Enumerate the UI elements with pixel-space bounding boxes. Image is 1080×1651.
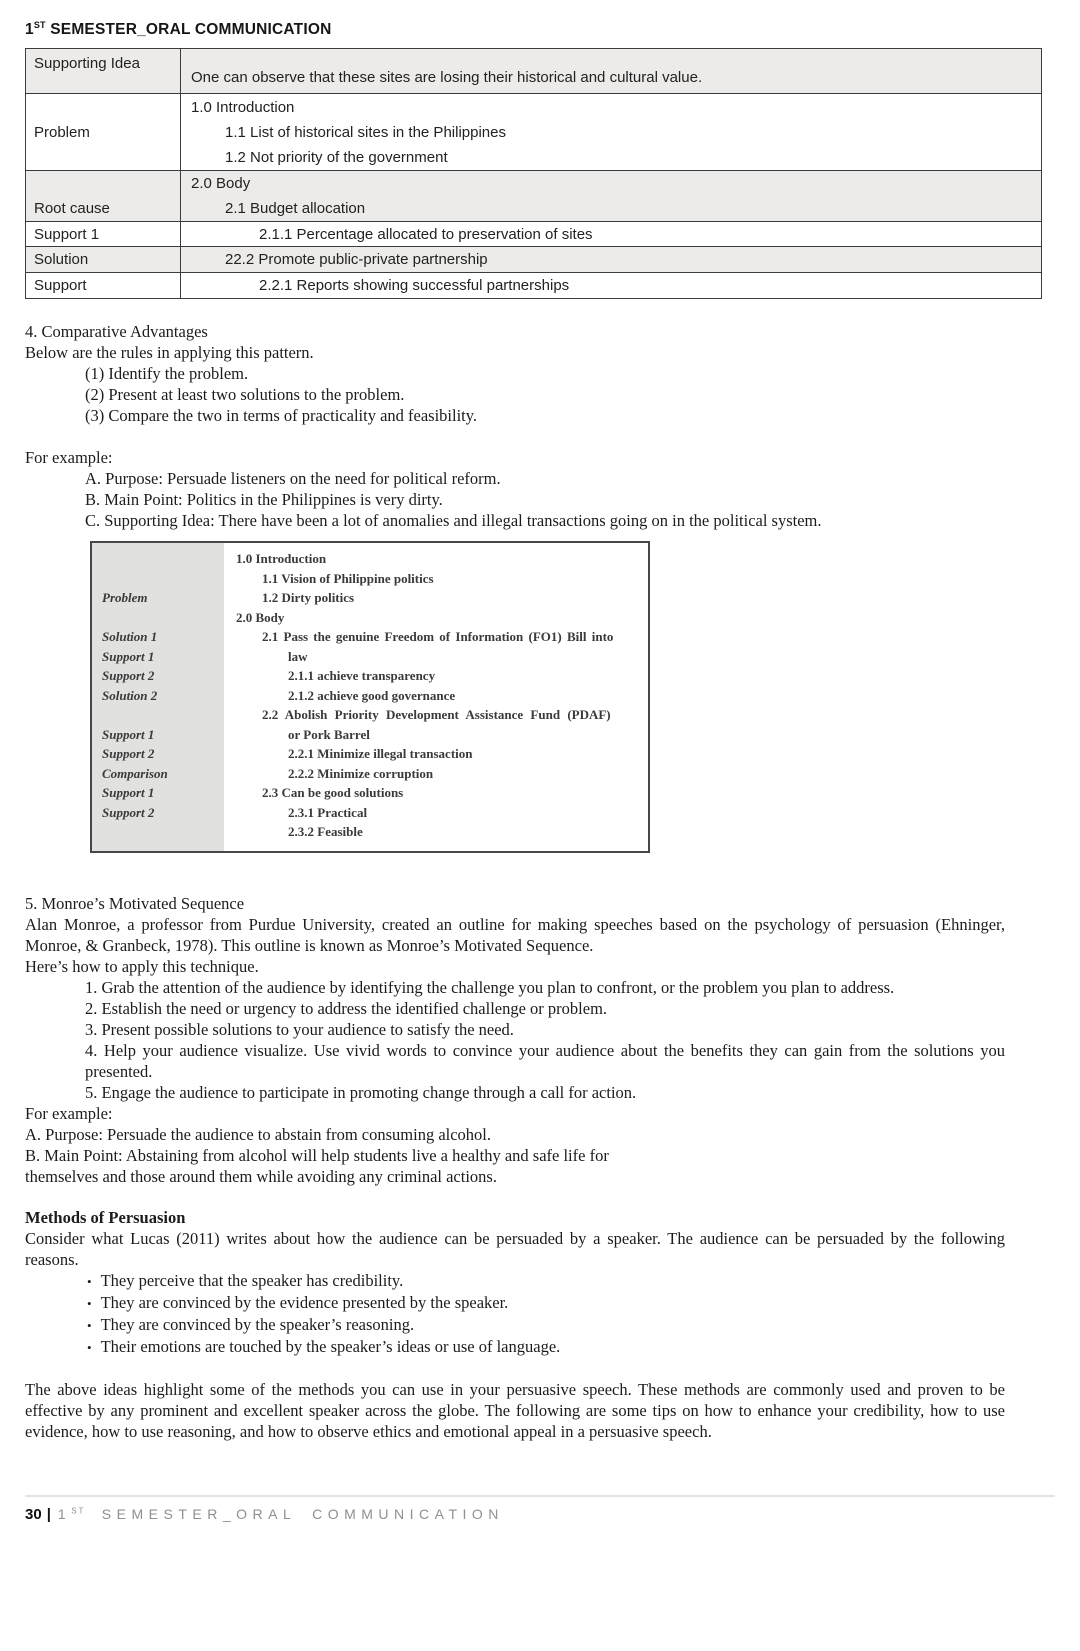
figure-row-label: Support 1 — [92, 783, 224, 803]
page-header-title — [25, 20, 1042, 39]
table-row — [26, 49, 1041, 93]
figure-row — [92, 764, 648, 784]
figure-row-label: Solution 1 — [92, 627, 224, 647]
figure-outline-line: 2.2.2 Minimize corruption — [288, 765, 434, 781]
rule-item: (2) Present at least two solutions to the problem. — [85, 385, 405, 405]
figure-row-label — [92, 822, 224, 851]
section-methods-of-persuasion — [25, 1207, 1005, 1442]
list-step: 3. Present possible solutions to your audience to satisfy the need. — [85, 1019, 514, 1039]
footer-title — [58, 1506, 504, 1522]
bullet-item — [87, 1336, 1005, 1358]
paragraph: Here’s how to apply this technique. — [25, 956, 259, 976]
row-label: Solution — [26, 247, 181, 272]
table-row — [26, 246, 1041, 272]
example-line: themselves and those around them while avoiding any criminal actions. — [25, 1166, 497, 1186]
figure-row-label: Support 2 — [92, 666, 224, 686]
row-label: Root cause — [26, 171, 181, 221]
paragraph: Consider what Lucas (2011) writes about how the audience can be persuaded by a speaker. The audience can be persuaded by the following reasons. — [25, 1228, 1005, 1269]
footer-separator: | — [46, 1506, 51, 1523]
section-heading: Methods of Persuasion — [25, 1207, 186, 1227]
bullet-icon: • — [87, 1273, 92, 1289]
figure-row — [92, 569, 648, 589]
outline-line: 1.1 List of historical sites in the Philippines — [225, 123, 506, 141]
list-step: 4. Help your audience visualize. Use vivid words to convince your audience about the benefits they can gain from the solutions you presented. — [85, 1040, 1005, 1081]
bullet-icon: • — [87, 1295, 92, 1311]
section-monroes-sequence — [25, 893, 1005, 1187]
row-content — [181, 273, 1041, 298]
rule-item: (3) Compare the two in terms of practicality and feasibility. — [85, 406, 478, 426]
section-heading: 5. Monroe’s Motivated Sequence — [25, 893, 245, 913]
figure-row-label — [92, 608, 224, 628]
figure-outline-line: 2.1.2 achieve good governance — [288, 687, 456, 703]
figure-row — [92, 705, 648, 725]
figure-row — [92, 744, 648, 764]
figure-row-label: Support 1 — [92, 725, 224, 745]
bullet-item — [87, 1292, 1005, 1314]
footer-title-rest: SEMESTER_ORAL COMMUNICATION — [85, 1506, 504, 1522]
footer-title-base: 1 — [57, 1506, 72, 1522]
table-row — [26, 170, 1041, 221]
list-step: 1. Grab the attention of the audience by identifying the challenge you plan to confront, or the problem you plan to address. — [85, 977, 895, 997]
figure-row — [92, 783, 648, 803]
figure-row-label — [92, 569, 224, 589]
table-row — [26, 93, 1041, 170]
example-line: B. Main Point: Politics in the Philippines is very dirty. — [85, 490, 443, 510]
section-comparative-advantages — [25, 321, 1005, 531]
outline-line: 2.2.1 Reports showing successful partnerships — [259, 277, 570, 295]
figure-outline-line: 1.1 Vision of Philippine politics — [262, 570, 434, 586]
figure-row-label: Comparison — [92, 764, 224, 784]
figure-outline-line: 2.1.1 achieve transparency — [288, 668, 436, 684]
example-line: C. Supporting Idea: There have been a lot of anomalies and illegal transactions going on in the political system. — [85, 511, 822, 531]
figure-outline-line: 1.0 Introduction — [236, 551, 327, 567]
row-content — [181, 171, 1041, 221]
figure-row — [92, 803, 648, 823]
header-title-superscript: ST — [33, 20, 46, 30]
page-number: 30 — [25, 1506, 42, 1523]
figure-outline-line: 1.2 Dirty politics — [262, 590, 355, 606]
example-lines — [85, 468, 1005, 531]
figure-row — [92, 725, 648, 745]
bullet-text: Their emotions are touched by the speaker’s ideas or use of language. — [100, 1336, 561, 1356]
bullet-icon: • — [87, 1317, 92, 1333]
section-heading: 4. Comparative Advantages — [25, 322, 208, 342]
example-line: A. Purpose: Persuade listeners on the need for political reform. — [85, 469, 501, 489]
outline-line: 2.1.1 Percentage allocated to preservation of sites — [259, 225, 593, 243]
figure-row-label — [92, 705, 224, 725]
figure-outline-line: or Pork Barrel — [288, 726, 370, 742]
rule-item: (1) Identify the problem. — [85, 364, 249, 384]
header-title-base: 1 — [25, 21, 34, 39]
figure-row — [92, 822, 648, 851]
row-content — [181, 247, 1041, 272]
row-content — [181, 222, 1041, 246]
rules-list — [85, 363, 1005, 426]
paragraph: Below are the rules in applying this pattern. — [25, 343, 314, 363]
figure-row-label: Support 2 — [92, 744, 224, 764]
outline-line: 2.1 Budget allocation — [225, 200, 366, 218]
example-block — [25, 447, 1005, 531]
bullet-text: They are convinced by the speaker’s reasoning. — [100, 1314, 415, 1334]
outline-line: 22.2 Promote public-private partnership — [225, 251, 488, 269]
example-line: B. Main Point: Abstaining from alcohol will help students live a healthy and safe life for — [25, 1145, 609, 1165]
outline-line: 1.0 Introduction — [191, 98, 295, 116]
bullet-text: They perceive that the speaker has credibility. — [100, 1270, 404, 1290]
figure-row — [92, 647, 648, 667]
outline-line: 1.2 Not priority of the government — [225, 148, 448, 166]
list-step: 5. Engage the audience to participate in promoting change through a call for action. — [85, 1082, 637, 1102]
closing-paragraph: The above ideas highlight some of the methods you can use in your persuasive speech. These methods are commonly used and proven to be effective by any prominent and excellent speaker across the globe. The following are some tips on how to enhance your credibility, how to use evidence, how to use reasoning, and how to observe ethics and emotional appeal in a persuasive speech. — [25, 1379, 1005, 1441]
figure-outline-line: 2.3 Can be good solutions — [262, 785, 404, 801]
table-row — [26, 272, 1041, 298]
steps-list — [85, 977, 1005, 1103]
figure-row-label: Support 1 — [92, 647, 224, 667]
row-label: Support 1 — [26, 222, 181, 246]
figure-outline-line: 2.1 Pass the genuine Freedom of Information (FO1) Bill into — [262, 629, 614, 645]
row-label: Supporting Idea — [26, 49, 181, 93]
figure-row — [92, 543, 648, 569]
example-label: For example: — [25, 1103, 113, 1123]
figure-row-label: Problem — [92, 588, 224, 608]
example-label: For example: — [25, 448, 113, 468]
outline-table — [25, 48, 1042, 299]
paragraph: Alan Monroe, a professor from Purdue University, created an outline for making speeches based on the psychology of persuasion (Ehninger, Monroe, & Granbeck, 1978). This outline is known as Monroe’s Motivated Sequence. — [25, 914, 1005, 955]
example-line: A. Purpose: Persuade the audience to abstain from consuming alcohol. — [25, 1124, 492, 1144]
figure-outline-line: 2.0 Body — [236, 609, 285, 625]
figure-outline-line: 2.2.1 Minimize illegal transaction — [288, 746, 473, 762]
figure-row — [92, 627, 648, 647]
outline-line: 2.0 Body — [191, 175, 251, 193]
figure-row-label: Solution 2 — [92, 686, 224, 706]
footer-title-superscript: ST — [71, 1506, 86, 1516]
page-footer — [25, 1495, 1055, 1523]
figure-row — [92, 666, 648, 686]
row-label: Problem — [26, 94, 181, 170]
bullet-text: They are convinced by the evidence presented by the speaker. — [100, 1292, 509, 1312]
header-title-rest: SEMESTER_ORAL COMMUNICATION — [45, 21, 332, 39]
outline-line: One can observe that these sites are losing their historical and cultural value. — [191, 69, 703, 87]
bullet-item — [87, 1270, 1005, 1292]
bullet-item — [87, 1314, 1005, 1336]
figure-row-label — [92, 543, 224, 569]
figure-outline-table — [90, 541, 650, 853]
row-content — [181, 94, 1041, 170]
figure-row — [92, 608, 648, 628]
table-row — [26, 221, 1041, 246]
figure-outline-line: 2.3.1 Practical — [288, 804, 368, 820]
figure-row — [92, 588, 648, 608]
row-content — [181, 49, 1041, 93]
figure-row — [92, 686, 648, 706]
list-step: 2. Establish the need or urgency to address the identified challenge or problem. — [85, 998, 608, 1018]
figure-outline-line: 2.2 Abolish Priority Development Assistance Fund (PDAF) — [262, 707, 611, 723]
figure-row-label: Support 2 — [92, 803, 224, 823]
figure-outline-line: 2.3.2 Feasible — [288, 824, 363, 840]
figure-outline-line: law — [288, 648, 308, 664]
row-label: Support — [26, 273, 181, 298]
bullet-icon: • — [87, 1339, 92, 1355]
